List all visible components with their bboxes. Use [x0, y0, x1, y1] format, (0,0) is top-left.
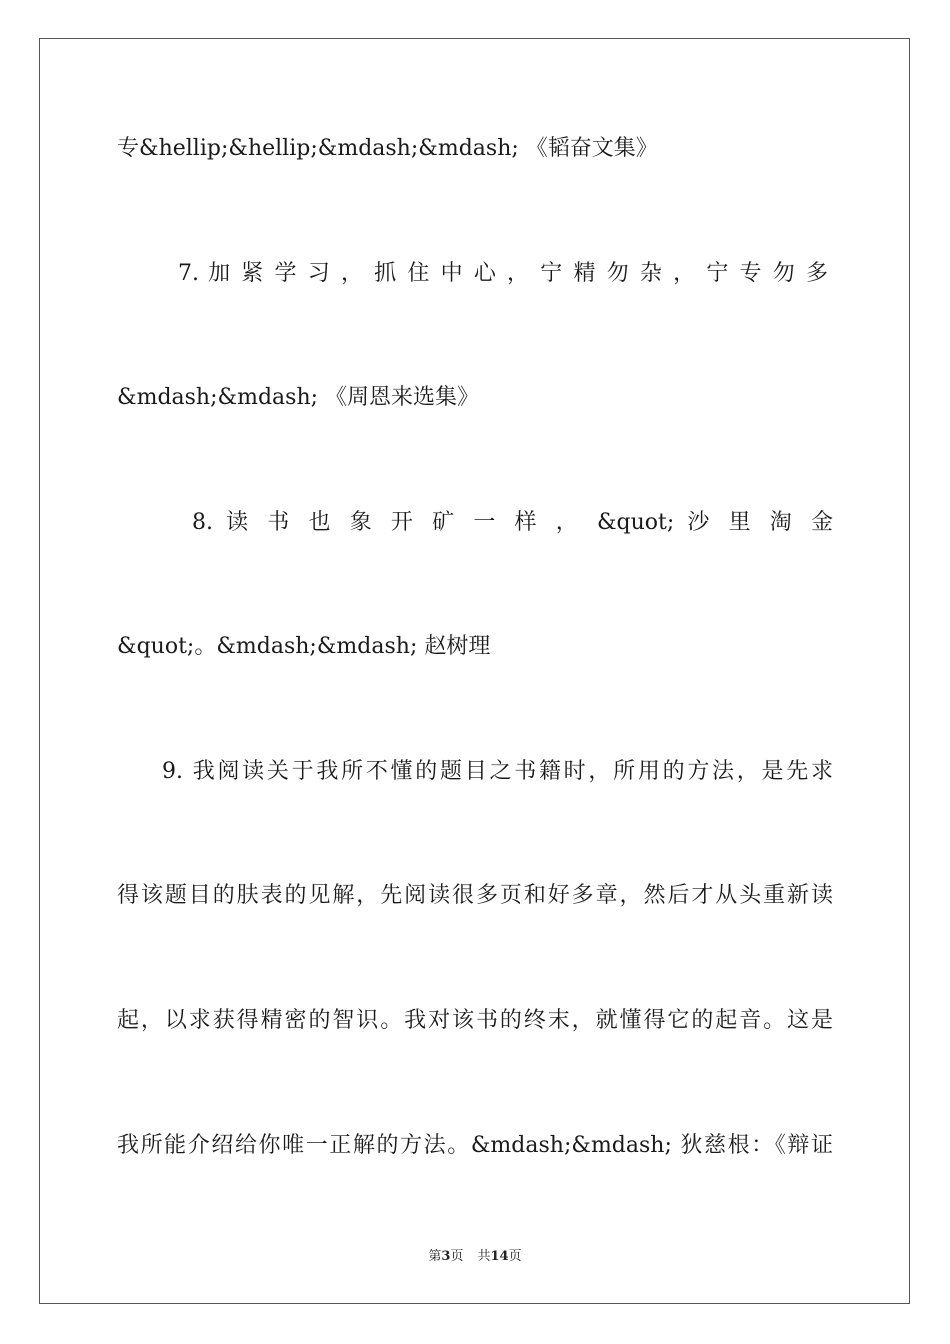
page-current: 3	[441, 1249, 451, 1264]
text-line-8: 起，以求获得精密的智识。我对该书的终末，就懂得它的起音。这是	[117, 1008, 833, 1033]
text-line-7: 得该题目的肤表的见解，先阅读很多页和好多章，然后才从头重新读	[117, 883, 833, 908]
total-suffix: 页	[508, 1249, 522, 1264]
text-line-4: 8. 读 书 也 象 开 矿 一 样 ， &quot; 沙 里 淘 金	[192, 510, 833, 535]
page-footer	[0, 1248, 950, 1266]
text-line-1: 专&hellip;&hellip;&mdash;&mdash; 《韬奋文集》	[117, 136, 658, 161]
text-line-3: &mdash;&mdash; 《周恩来选集》	[117, 385, 480, 410]
page-suffix: 页	[450, 1249, 464, 1264]
total-prefix: 共	[477, 1249, 491, 1264]
text-line-2: 7. 加 紧 学 习 ， 抓 住 中 心 ， 宁 精 勿 杂 ， 宁 专 勿 多	[178, 261, 828, 286]
text-line-5: &quot;。&mdash;&mdash; 赵树理	[117, 634, 491, 659]
page-border	[39, 38, 910, 1304]
page-prefix: 第	[428, 1249, 442, 1264]
page-total: 14	[490, 1249, 509, 1264]
text-line-6: 9. 我阅读关于我所不懂的题目之书籍时，所用的方法，是先求	[162, 759, 833, 784]
text-line-9: 我所能介绍给你唯一正解的方法。&mdash;&mdash; 狄慈根：《辩证	[117, 1133, 833, 1158]
